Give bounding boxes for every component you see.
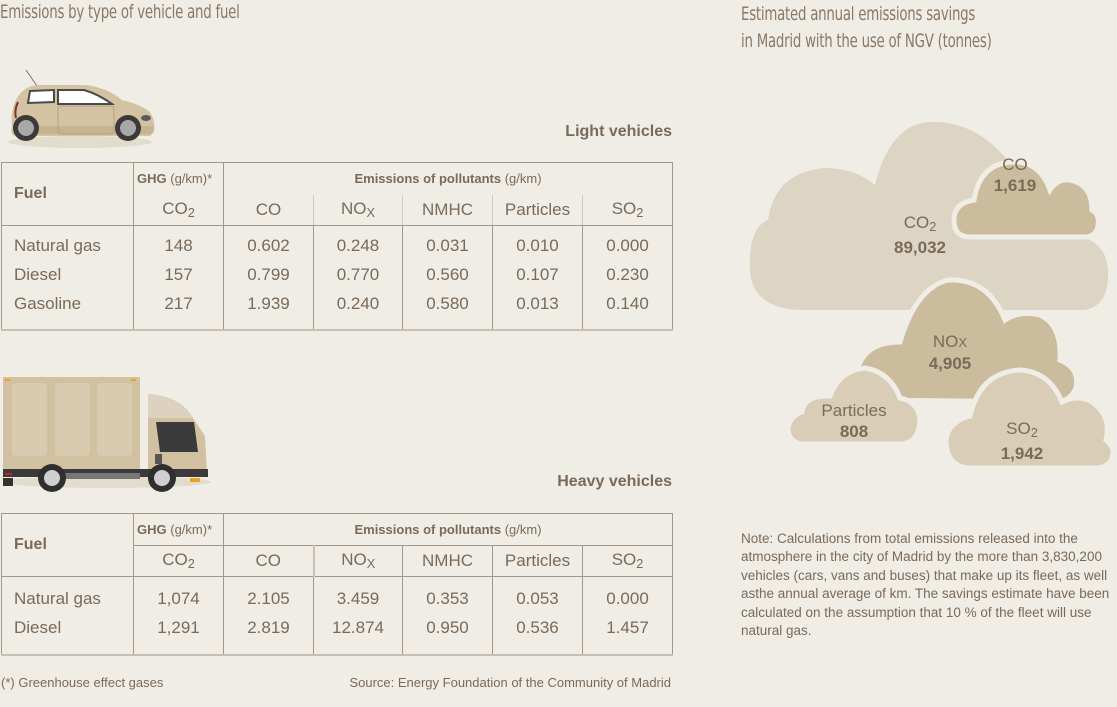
cloud-so2-label: $SO_2$ 1,942 bbox=[1000, 419, 1044, 464]
cloud-particles-label: Particles 808 bbox=[821, 401, 887, 441]
left-title: Emissions by type of vehicle and fuel bbox=[0, 1, 240, 23]
clouds-graphic bbox=[740, 110, 1117, 480]
table-row: Gasoline 217 1.939 0.240 0.580 0.013 0.140 bbox=[2, 290, 673, 319]
note-text: Note: Calculations from total emissions released into the atmosphere in the city of Madrid by the more than 3,830,200 vehicles (cars, vans and buses) that make up its fleet, as well asthe annual average of km. The savings estimate have been calculated on the assumption that 10 % of the fleet will use natural gas. bbox=[741, 531, 1110, 639]
source: Source: Energy Foundation of the Community of Madrid bbox=[349, 675, 671, 690]
pollutants-header: Emissions of pollutants (g/km) bbox=[224, 163, 673, 195]
footnote: (*) Greenhouse effect gases bbox=[1, 675, 164, 690]
col-co: CO bbox=[224, 195, 314, 226]
col-nox: $NO_X$ bbox=[314, 195, 403, 226]
col-nox: $NO_X$ bbox=[314, 546, 403, 577]
cloud-co2-label: $CO_2$ 89,032 bbox=[894, 213, 946, 258]
col-so2: $SO_2$ bbox=[583, 546, 673, 577]
fuel-header: Fuel bbox=[2, 514, 134, 577]
heavy-vehicles-label: Heavy vehicles bbox=[557, 473, 672, 490]
table-row: Natural gas 148 0.602 0.248 0.031 0.010 0.000 bbox=[2, 232, 673, 261]
col-so2: $SO_2$ bbox=[583, 195, 673, 226]
truck-icon bbox=[0, 374, 215, 496]
table-row: Natural gas 1,074 2.105 3.459 0.353 0.053 0.000 bbox=[2, 585, 673, 614]
light-vehicles-table bbox=[1, 162, 673, 331]
fuel-header: Fuel bbox=[2, 163, 134, 226]
table-row: Diesel 1,291 2.819 12.874 0.950 0.536 1.457 bbox=[2, 614, 673, 643]
col-particles: Particles bbox=[493, 546, 583, 577]
cloud-nox-label: NOX 4,905 bbox=[928, 332, 972, 373]
col-co2: $CO_2$ bbox=[134, 546, 224, 577]
pollutants-header: Emissions of pollutants (g/km) bbox=[224, 514, 673, 546]
col-particles: Particles bbox=[493, 195, 583, 226]
right-title: Estimated annual emissions savings in Madrid with the use of NGV (tonnes) bbox=[741, 3, 992, 52]
light-vehicles-label: Light vehicles bbox=[565, 123, 672, 140]
ghg-header: GHG (g/km)* bbox=[134, 514, 224, 546]
col-co: CO bbox=[224, 546, 314, 577]
col-nmhc: NMHC bbox=[403, 195, 493, 226]
cloud-co-label: CO 1,619 bbox=[993, 155, 1037, 195]
ghg-header: GHG (g/km)* bbox=[134, 163, 224, 195]
car-icon bbox=[4, 66, 156, 150]
table-row: Diesel 157 0.799 0.770 0.560 0.107 0.230 bbox=[2, 261, 673, 290]
col-nmhc: NMHC bbox=[403, 546, 493, 577]
heavy-vehicles-table bbox=[1, 513, 673, 656]
col-co2: $CO_2$ bbox=[134, 195, 224, 226]
